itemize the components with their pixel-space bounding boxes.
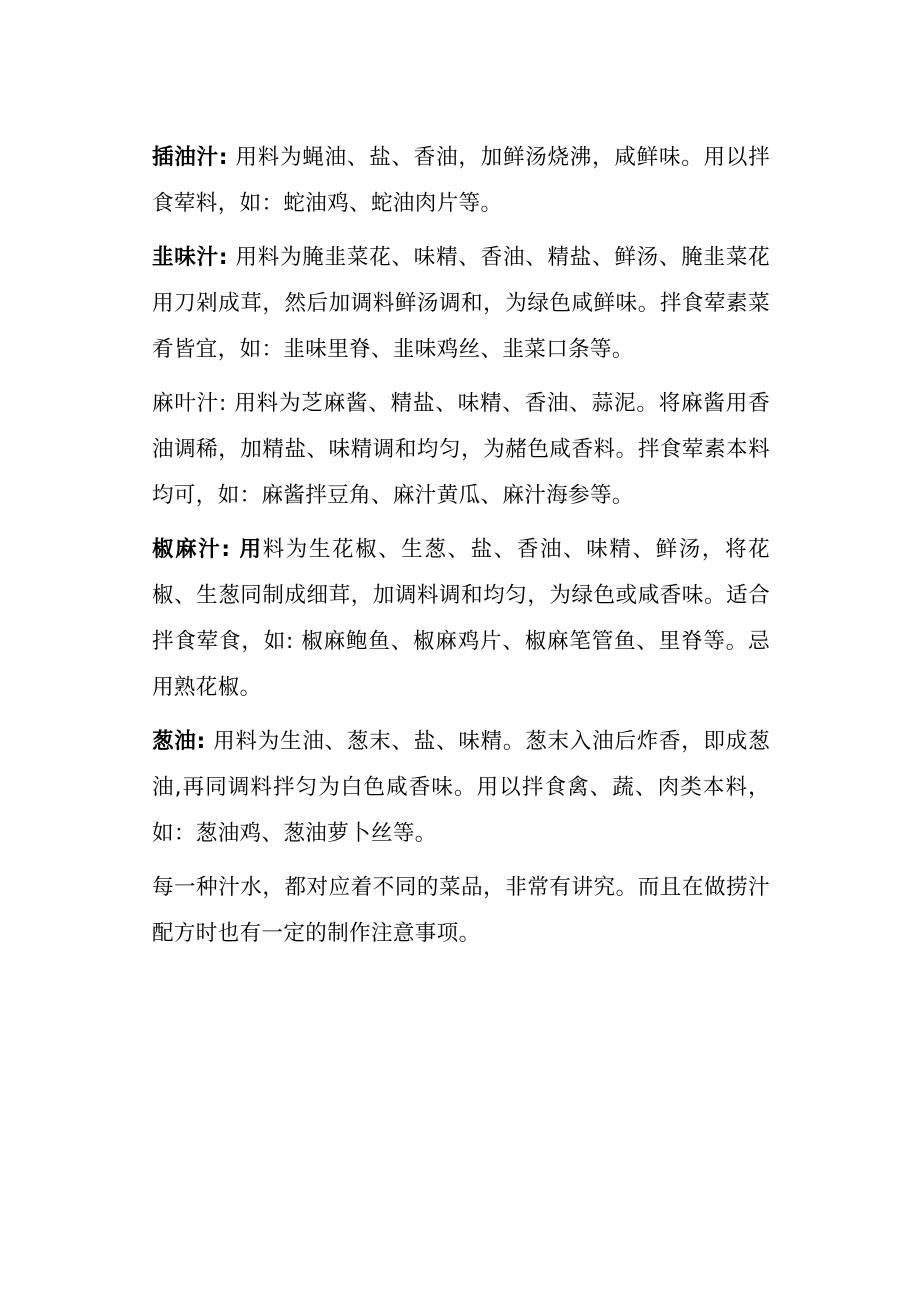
paragraph-term: 韭味汁: [152,245,228,270]
paragraph-text: 用料为芝麻酱、精盐、味精、香油、蒜泥。将麻酱用香油调稀，加精盐、味精调和均匀，为赭色咸香料。拌食荤素本料均可，如：麻酱拌豆角、麻汁黄瓜、麻汁海参等。 [152,391,770,508]
paragraph-jiaoma-sauce [152,527,770,711]
document-page [152,135,770,965]
paragraph-closing-note [152,865,770,957]
paragraph-term: 椒麻汁: 用 [152,537,263,562]
paragraph-term: 麻叶汁: [152,391,227,416]
paragraph-term: 葱油: [152,729,206,754]
paragraph-term: 插油汁: [152,145,228,170]
paragraph-maye-sauce [152,381,770,519]
paragraph-text: 每一种汁水，都对应着不同的菜品，非常有讲究。而且在做捞汁配方时也有一定的制作注意事项。 [152,875,770,946]
paragraph-jiuwei-sauce [152,235,770,373]
paragraph-text: 用料为生油、葱末、盐、味精。葱末入油后炸香，即成葱油,再同调料拌匀为白色咸香味。用以拌食禽、蔬、肉类本料，如：葱油鸡、葱油萝卜丝等。 [152,729,770,846]
paragraph-chayou-sauce [152,135,770,227]
paragraph-scallion-oil [152,719,770,857]
paragraph-text: 用料为腌韭菜花、味精、香油、精盐、鲜汤、腌韭菜花用刀剁成茸，然后加调料鲜汤调和，为绿色咸鲜味。拌食荤素菜肴皆宜，如：韭味里脊、韭味鸡丝、韭菜口条等。 [152,245,771,362]
paragraph-text: 料为生花椒、生葱、盐、香油、味精、鲜汤，将花椒、生葱同制成细茸，加调料调和均匀，为绿色或咸香味。适合拌食荤食，如: 椒麻鲍鱼、椒麻鸡片、椒麻笔管鱼、里脊等。忌用熟花椒。 [152,537,771,700]
paragraph-text: 用料为蝇油、盐、香油，加鲜汤烧沸，咸鲜味。用以拌食荤料，如：蛇油鸡、蛇油肉片等。 [152,145,771,216]
